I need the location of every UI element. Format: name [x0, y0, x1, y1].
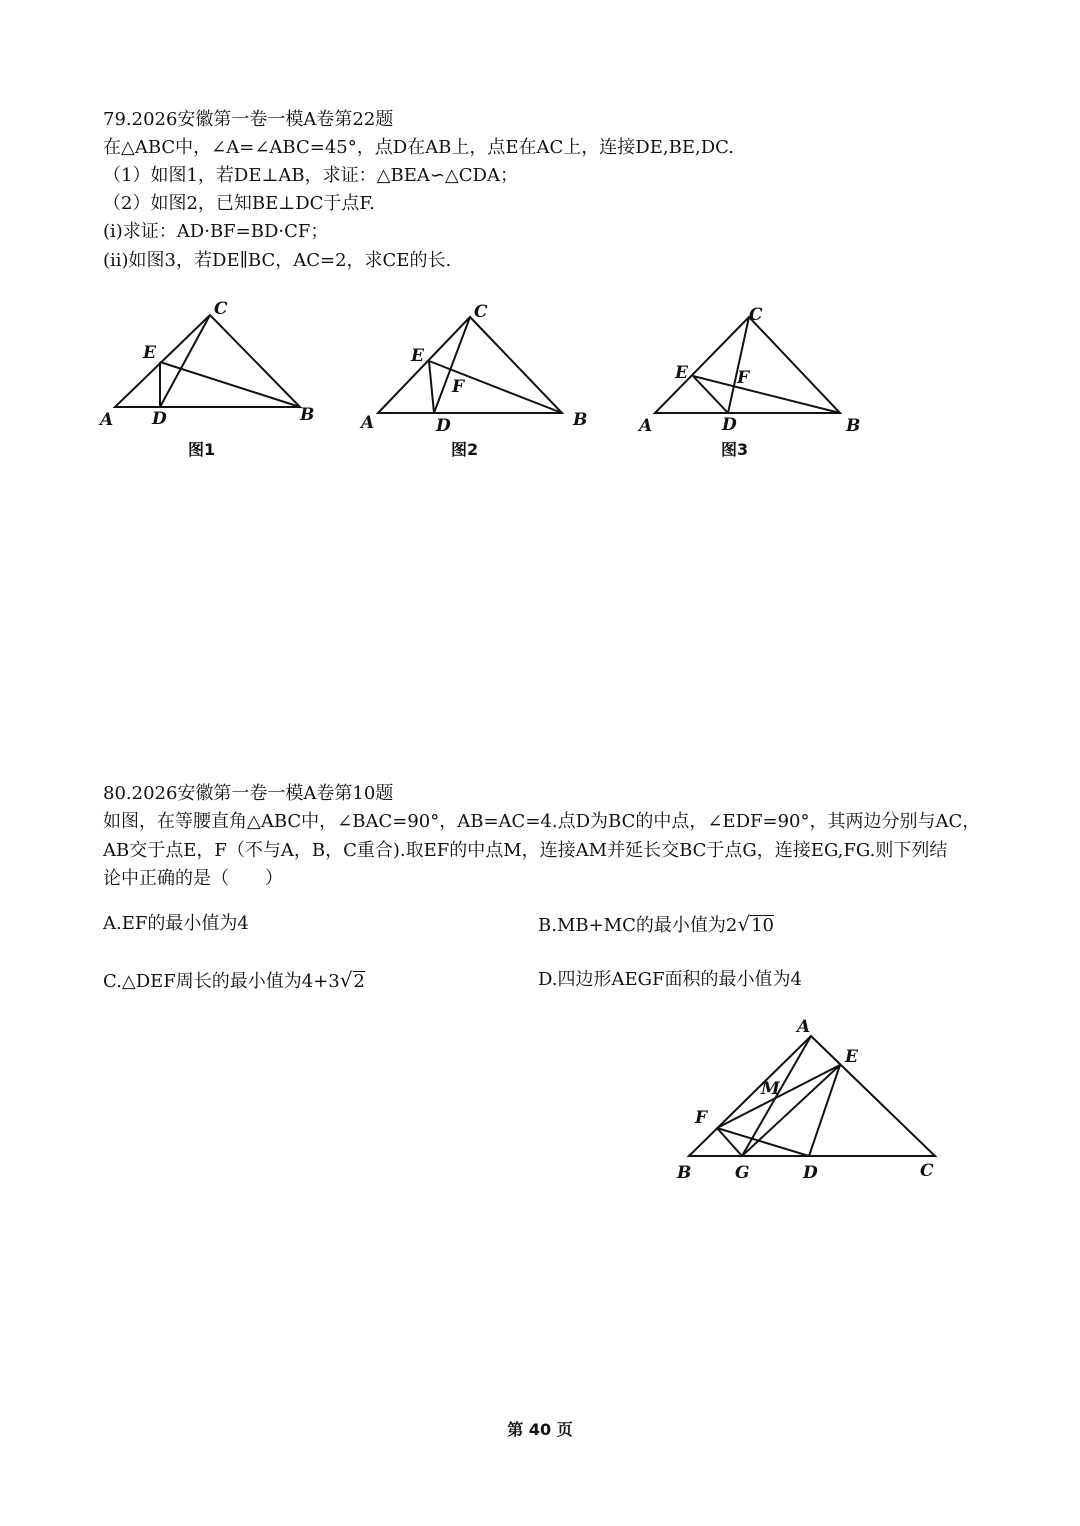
option-c-text: C.△DEF周长的最小值为4+3 — [103, 971, 340, 992]
label-b: B — [300, 405, 315, 425]
q79-part2: （2）如图2，已知BE⊥DC于点F. — [103, 193, 375, 214]
label-c: C — [214, 299, 228, 319]
label-f: F — [695, 1108, 708, 1128]
q79-part2i: (i)求证：AD·BF=BD·CF； — [103, 221, 329, 242]
option-b-radicand: 10 — [751, 915, 775, 936]
label-c: C — [920, 1161, 934, 1181]
q80-title: 80.2026安徽第一卷一模A卷第10题 — [103, 783, 394, 804]
page-number: 第 40 页 — [507, 1420, 573, 1439]
option-b — [538, 912, 774, 938]
segment-be — [693, 376, 840, 413]
sqrt-sign: √ — [737, 912, 751, 936]
label-d: D — [152, 409, 167, 429]
label-c: C — [474, 302, 488, 322]
label-e: E — [845, 1047, 858, 1067]
option-b-text: B.MB+MC的最小值为2 — [538, 915, 738, 936]
q80-stem-line1: 如图，在等腰直角△ABC中，∠BAC=90°，AB=AC=4.点D为BC的中点，∠EDF=90°，其两边分别与AC， — [103, 811, 981, 832]
label-e: E — [143, 343, 156, 363]
q79-figure-1 — [95, 290, 335, 440]
fig-caption-3: 图3 — [721, 440, 749, 459]
triangle-abc — [378, 317, 562, 413]
q79-part1: （1）如图1，若DE⊥AB，求证：△BEA∽△CDA； — [103, 165, 518, 186]
label-g: G — [735, 1163, 750, 1183]
label-a: A — [797, 1017, 811, 1037]
fig-caption-2: 图2 — [451, 440, 479, 459]
label-d: D — [803, 1163, 818, 1183]
q80-figure — [665, 1010, 955, 1190]
segment-de — [429, 361, 434, 413]
label-a: A — [100, 410, 114, 430]
label-a: A — [639, 416, 653, 436]
option-c — [103, 968, 365, 994]
label-e: E — [411, 346, 424, 366]
q80-stem-line2: AB交于点E，F（不与A，B，C重合).取EF的中点M，连接AM并延长交BC于点G，连接EG,FG.则下列结 — [103, 840, 948, 861]
label-m: M — [761, 1079, 780, 1099]
q79-title: 79.2026安徽第一卷一模A卷第22题 — [103, 109, 394, 130]
label-c: C — [749, 305, 763, 325]
label-d: D — [436, 416, 451, 436]
option-d: D.四边形AEGF面积的最小值为4 — [538, 969, 802, 990]
sqrt-sign: √ — [339, 968, 353, 992]
label-b: B — [573, 410, 588, 430]
label-f: F — [452, 377, 465, 397]
q79-figure-3 — [635, 300, 875, 440]
label-d: D — [722, 415, 737, 435]
fig-caption-1: 图1 — [188, 440, 216, 459]
option-a: A.EF的最小值为4 — [103, 913, 249, 934]
label-e: E — [675, 363, 688, 383]
q79-stem: 在△ABC中，∠A=∠ABC=45°，点D在AB上，点E在AC上，连接DE,BE,DC. — [103, 137, 734, 158]
segment-dc — [728, 317, 749, 413]
q79-figure-2 — [355, 295, 600, 445]
option-c-radicand: 2 — [353, 971, 365, 992]
label-f: F — [737, 368, 750, 388]
segment-de — [693, 376, 728, 413]
segment-be — [429, 361, 562, 413]
label-b: B — [846, 416, 861, 436]
segment-dc — [160, 315, 210, 407]
label-a: A — [361, 413, 375, 433]
q80-stem-line3: 论中正确的是（ ） — [103, 868, 283, 889]
q79-part2ii: (ii)如图3，若DE∥BC，AC=2，求CE的长. — [103, 250, 452, 271]
label-b: B — [677, 1163, 692, 1183]
